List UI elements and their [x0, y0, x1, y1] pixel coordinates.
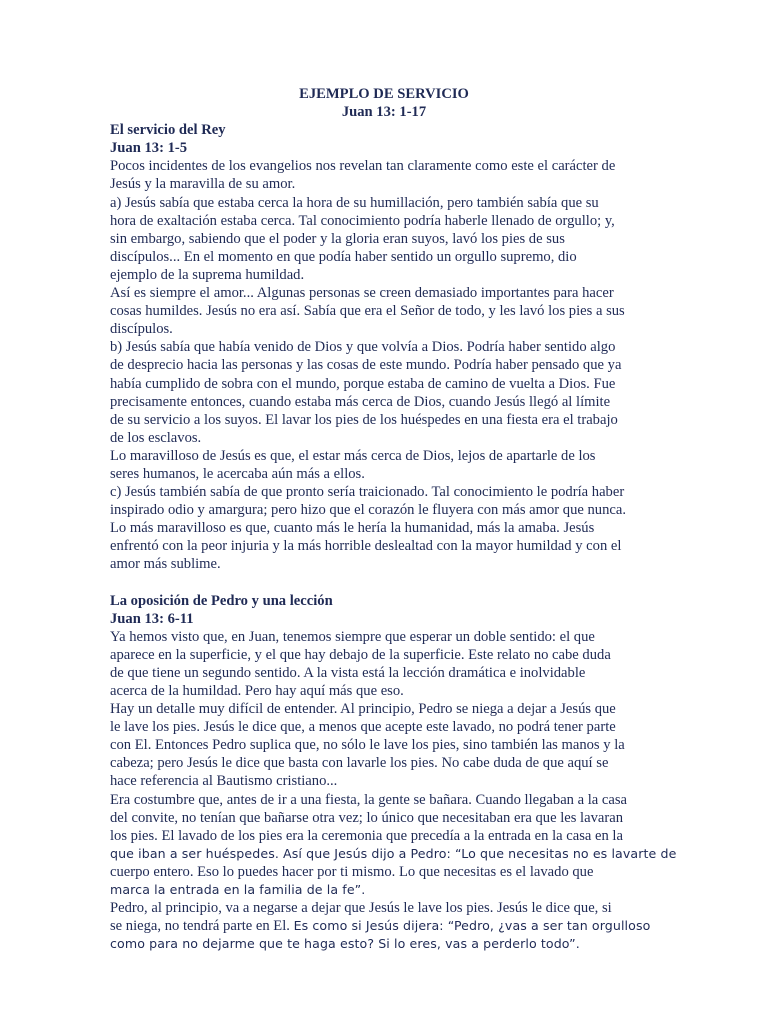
text-line: había cumplido de sobra con el mundo, porque estaba de camino de vuelta a Dios. Fue: [110, 375, 616, 392]
text-line: hora de exaltación estaba cerca. Tal conocimiento podría haberle llenado de orgullo; y,: [110, 212, 615, 229]
text-line: precisamente entonces, cuando estaba más cerca de Dios, cuando Jesús llegó al límite: [110, 393, 611, 410]
document-title: EJEMPLO DE SERVICIO: [299, 86, 469, 102]
text-line: Era costumbre que, antes de ir a una fiesta, la gente se bañara. Cuando llegaban a la casa: [110, 791, 628, 808]
text-line: de que tiene un segundo sentido. A la vista está la lección dramática e inolvidable: [110, 664, 586, 681]
text-line: a) Jesús sabía que estaba cerca la hora de su humillación, pero también sabía que su: [110, 194, 599, 211]
text-line: discípulos.: [110, 321, 173, 338]
text-line: seres humanos, le acercaba aún más a ellos.: [110, 465, 365, 482]
section-heading: La oposición de Pedro y una lección: [110, 592, 333, 609]
text-line: que iban a ser huéspedes. Así que Jesús dijo a Pedro: “Lo que necesitas no es lavarte de: [110, 845, 677, 861]
text-line: hace referencia al Bautismo cristiano...: [110, 773, 338, 790]
text-line: cosas humildes. Jesús no era así. Sabía que era el Señor de todo, y les lavó los pies a sus: [110, 303, 625, 320]
text-line: Pocos incidentes de los evangelios nos revelan tan claramente como este el carácter de: [110, 158, 616, 175]
text-line: sin embargo, sabiendo que el poder y la gloria eran suyos, lavó los pies de sus: [110, 230, 565, 247]
section-reference: Juan 13: 6-11: [110, 610, 194, 627]
text-line: acerca de la humildad. Pero hay aquí más que eso.: [110, 683, 404, 699]
text-line: ejemplo de la suprema humildad.: [110, 266, 305, 283]
document-page: [110, 85, 677, 953]
text-line: como para no dejarme que te haga esto? Si lo eres, vas a perderlo todo”.: [110, 936, 580, 952]
text-span: se niega, no tendrá parte en El.: [110, 918, 294, 935]
text-span: Es como si Jesús dijera: “Pedro, ¿vas a ser tan orgulloso: [293, 918, 651, 934]
section-gap: [110, 574, 658, 592]
text-line: Lo maravilloso de Jesús es que, el estar más cerca de Dios, lejos de apartarle de los: [110, 447, 596, 464]
text-line: cabeza; pero Jesús le dice que basta con lavarle los pies. No cabe duda de que aquí se: [110, 755, 609, 772]
text-line: de su servicio a los suyos. El lavar los pies de los huéspedes en una fiesta era el trabajo: [110, 411, 618, 428]
text-line: b) Jesús sabía que había venido de Dios y que volvía a Dios. Podría haber sentido algo: [110, 339, 616, 356]
text-line: Pedro, al principio, va a negarse a dejar que Jesús le lave los pies. Jesús le dice que, si: [110, 900, 612, 917]
text-line: marca la entrada en la familia de la fe”.: [110, 882, 366, 898]
text-line: enfrentó con la peor injuria y la más horrible deslealtad con la mayor humildad y con el: [110, 538, 622, 555]
text-line: aparece en la superficie, y el que hay debajo de la superficie. Este relato no cabe duda: [110, 646, 611, 663]
section-body: [110, 628, 658, 845]
text-line: los pies. El lavado de los pies era la ceremonia que precedía a la entrada en la casa en la: [110, 827, 623, 844]
text-line: Lo más maravilloso es que, cuanto más le hería la humanidad, más la amaba. Jesús: [110, 520, 595, 537]
text-line: discípulos... En el momento en que podía haber sentido un orgullo supremo, dio: [110, 248, 577, 265]
text-line: Ya hemos visto que, en Juan, tenemos siempre que esperar un doble sentido: el que: [110, 628, 595, 645]
text-line: Así es siempre el amor... Algunas personas se creen demasiado importantes para hacer: [110, 285, 614, 302]
text-line: c) Jesús también sabía de que pronto sería traicionado. Tal conocimiento le podría haber: [110, 484, 625, 501]
text-line: inspirado odio y amargura; pero hizo que el corazón le fluyera con más amor que nunca.: [110, 502, 626, 519]
text-line: de los esclavos.: [110, 429, 202, 446]
section-heading: El servicio del Rey: [110, 122, 226, 139]
text-line: [110, 917, 658, 935]
text-line: de desprecio hacia las personas y las cosas de este mundo. Podría haber pensado que ya: [110, 357, 622, 374]
text-line: del convite, no tenían que bañarse otra vez; lo único que necesitaban era que les lavaran: [110, 809, 623, 826]
text-line: amor más sublime.: [110, 556, 221, 573]
section-reference: Juan 13: 1-5: [110, 140, 188, 157]
document-subtitle: Juan 13: 1-17: [341, 104, 427, 121]
section-body: [110, 157, 658, 573]
text-line: con El. Entonces Pedro suplica que, no sólo le lave los pies, sino también las manos y la: [110, 737, 625, 754]
text-line: cuerpo entero. Eso lo puedes hacer por ti mismo. Lo que necesitas es el lavado que: [110, 863, 594, 880]
text-line: Jesús y la maravilla de su amor.: [110, 176, 296, 193]
text-line: le lave los pies. Jesús le dice que, a menos que acepte este lavado, no podrá tener parte: [110, 719, 616, 736]
text-line: Hay un detalle muy difícil de entender. Al principio, Pedro se niega a dejar a Jesús que: [110, 701, 616, 718]
